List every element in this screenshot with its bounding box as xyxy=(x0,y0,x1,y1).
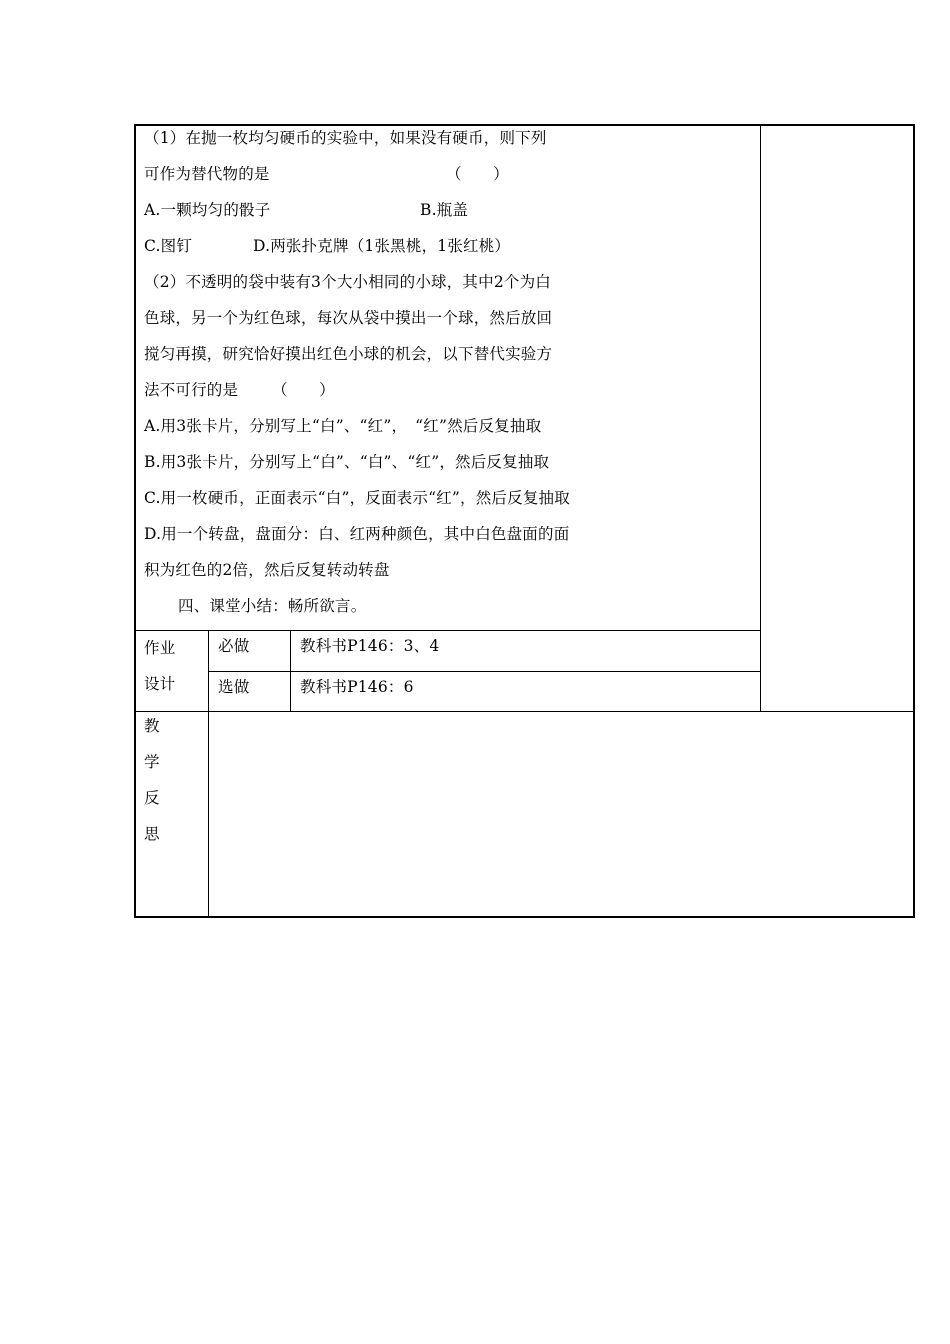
reflection-label-char-1: 教 xyxy=(144,717,160,735)
table-top-border xyxy=(134,124,915,126)
question-2-line-4: 法不可行的是 xyxy=(144,381,239,399)
class-summary: 四、课堂小结：畅所欲言。 xyxy=(178,597,367,615)
question-2-option-c: C.用一枚硬币，正面表示“白”，反面表示“红”，然后反复抽取 xyxy=(144,489,570,507)
question-2-option-a: A.用3张卡片，分别写上“白”、“红”， “红”然后反复抽取 xyxy=(144,417,542,435)
homework-type-divider xyxy=(290,630,291,712)
homework-label-line-1: 作业 xyxy=(144,639,176,657)
optional-homework-label: 选做 xyxy=(218,678,250,696)
homework-label-line-2: 设计 xyxy=(144,675,176,693)
question-1-line-1: （1）在抛一枚均匀硬币的实验中，如果没有硬币，则下列 xyxy=(144,129,547,147)
content-right-border xyxy=(760,124,761,712)
table-bottom-border xyxy=(134,916,915,918)
question-2-option-b: B.用3张卡片，分别写上“白”、“白”、“红”，然后反复抽取 xyxy=(144,453,550,471)
homework-bottom-border xyxy=(134,711,915,712)
question-1-answer-blank: （ ） xyxy=(446,165,509,183)
reflection-content-area[interactable] xyxy=(210,713,912,915)
table-left-border xyxy=(134,124,136,918)
question-1-option-d: D.两张扑克牌（1张黑桃，1张红桃） xyxy=(253,237,511,255)
required-homework-value: 教科书P146：3、4 xyxy=(300,637,440,655)
question-1-option-a: A.一颗均匀的骰子 xyxy=(144,201,271,219)
question-2-option-d-line-1: D.用一个转盘，盘面分：白、红两种颜色，其中白色盘面的面 xyxy=(144,525,570,543)
question-2-line-2: 色球，另一个为红色球，每次从袋中摸出一个球，然后放回 xyxy=(144,309,553,327)
required-homework-label: 必做 xyxy=(218,637,250,655)
label-column-divider xyxy=(208,630,209,918)
question-2-line-1: （2）不透明的袋中装有3个大小相同的小球，其中2个为白 xyxy=(144,273,551,291)
table-right-border xyxy=(913,124,915,918)
question-2-line-3: 搅匀再摸，研究恰好摸出红色小球的机会，以下替代实验方 xyxy=(144,345,553,363)
content-bottom-border xyxy=(134,630,761,631)
question-1-option-b: B.瓶盖 xyxy=(420,201,469,219)
question-2-answer-blank: （ ） xyxy=(272,381,335,399)
question-2-option-d-line-2: 积为红色的2倍，然后反复转动转盘 xyxy=(144,561,390,579)
reflection-label-char-2: 学 xyxy=(144,753,160,771)
optional-homework-value: 教科书P146：6 xyxy=(300,678,414,696)
reflection-label-char-4: 思 xyxy=(144,825,160,843)
question-1-option-c: C.图钉 xyxy=(144,237,193,255)
reflection-label-char-3: 反 xyxy=(144,789,160,807)
question-1-line-2: 可作为替代物的是 xyxy=(144,165,270,183)
